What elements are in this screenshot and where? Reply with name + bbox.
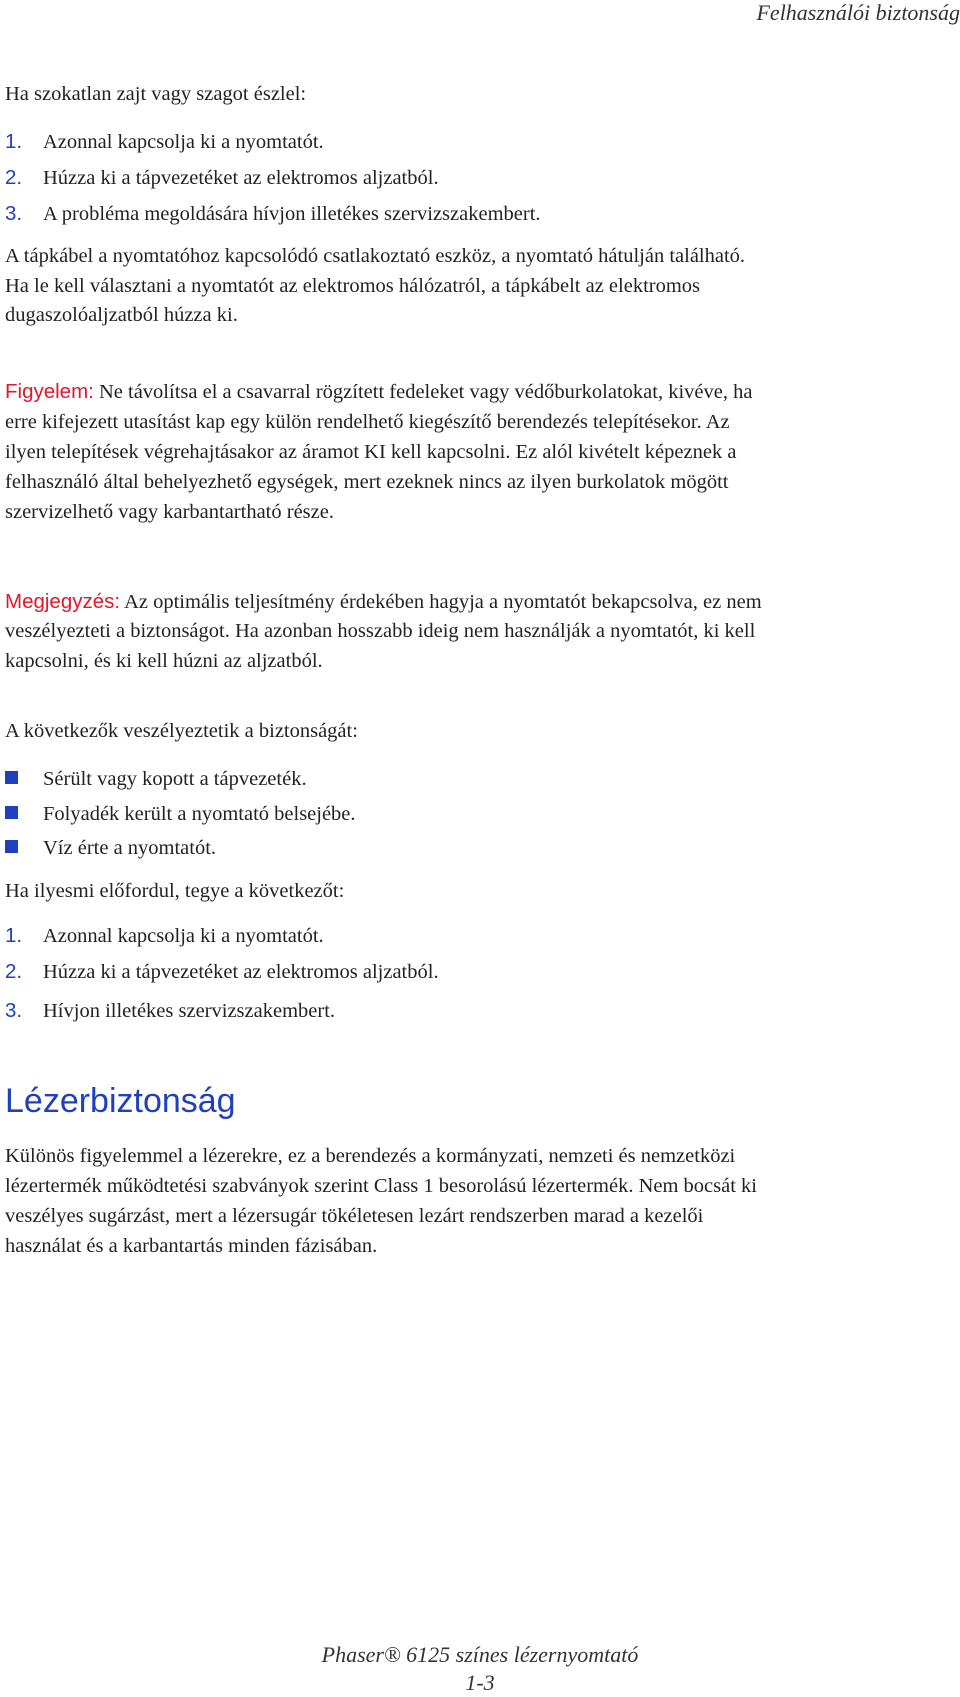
warning-label: Figyelem:: [5, 380, 94, 403]
noise-step-2: [5, 163, 439, 193]
power-cable-line-2: Ha le kell választani a nyomtatót az elektromos hálózatról, a tápkábelt az elektromos: [5, 275, 701, 297]
laser-line-4: használat és a karbantartás minden fázisában.: [5, 1235, 378, 1257]
warning-line-4: felhasználó által behelyezhető egységek, mert ezeknek nincs az ilyen burkolatok mögött: [5, 471, 729, 493]
noise-step-1: [5, 127, 324, 157]
step-number: 1.: [5, 924, 23, 947]
action-step-2: [5, 957, 439, 987]
step-text: Hívjon illetékes szervizszakembert.: [43, 1000, 336, 1022]
step-number: 2.: [5, 166, 23, 189]
action-step-3: [5, 996, 335, 1026]
action-step-1: [5, 921, 324, 951]
hazard-text: Folyadék került a nyomtató belsejébe.: [43, 803, 356, 825]
warning-text: Ne távolítsa el a csavarral rögzített fedeleket vagy védőburkolatokat, kivéve, ha: [93, 381, 753, 403]
laser-line-1: Különös figyelemmel a lézerekre, ez a berendezés a kormányzati, nemzeti és nemzetközi: [5, 1145, 736, 1167]
running-header: Felhasználói biztonság: [756, 0, 960, 25]
step-text: Azonnal kapcsolja ki a nyomtatót.: [43, 925, 324, 947]
action-intro: Ha ilyesmi előfordul, tegye a következőt:: [5, 880, 345, 902]
hazard-item: [5, 765, 307, 794]
hazard-item: [5, 800, 356, 829]
warning-line-1: [5, 377, 752, 407]
square-bullet-icon: [5, 806, 18, 819]
step-number: 1.: [5, 130, 23, 153]
power-cable-line-1: A tápkábel a nyomtatóhoz kapcsolódó csatlakoztató eszköz, a nyomtató hátulján található.: [5, 245, 746, 267]
hazards-intro: A következők veszélyeztetik a biztonságát:: [5, 720, 358, 742]
warning-line-5: szervizelhető vagy karbantartható része.: [5, 501, 334, 523]
section-heading-laser: Lézerbiztonság: [5, 1082, 236, 1120]
noise-intro: Ha szokatlan zajt vagy szagot észlel:: [5, 83, 307, 105]
step-number: 2.: [5, 960, 23, 983]
noise-step-3: [5, 199, 541, 229]
step-text: Azonnal kapcsolja ki a nyomtatót.: [43, 131, 324, 153]
power-cable-line-3: dugaszolóaljzatból húzza ki.: [5, 304, 238, 326]
laser-line-3: veszélyes sugárzást, mert a lézersugár tökéletesen lezárt rendszerben marad a kezelői: [5, 1205, 704, 1227]
square-bullet-icon: [5, 771, 18, 784]
step-text: A probléma megoldására hívjon illetékes szervizszakembert.: [43, 203, 541, 225]
warning-line-2: erre kifejezett utasítást kap egy külön rendelhető kiegészítő berendezés telepítésekor. Az: [5, 411, 730, 433]
step-number: 3.: [5, 202, 23, 225]
note-line-3: kapcsolni, és ki kell húzni az aljzatból.: [5, 650, 323, 672]
note-label: Megjegyzés:: [5, 590, 121, 613]
step-number: 3.: [5, 999, 23, 1022]
hazard-text: Víz érte a nyomtatót.: [43, 837, 217, 859]
square-bullet-icon: [5, 840, 18, 853]
hazard-item: [5, 834, 216, 863]
footer-page-number: 1-3: [465, 1670, 495, 1695]
laser-line-2: lézertermék működtetési szabványok szerint Class 1 besorolású lézertermék. Nem bocsát ki: [5, 1175, 757, 1197]
note-line-1: [5, 587, 762, 617]
warning-line-3: ilyen telepítések végrehajtásakor az áramot KI kell kapcsolni. Ez alól kivételt képeznek a: [5, 441, 737, 463]
note-text: Az optimális teljesítmény érdekében hagyja a nyomtatót bekapcsolva, ez nem: [120, 591, 762, 613]
step-text: Húzza ki a tápvezetéket az elektromos aljzatból.: [43, 961, 439, 983]
hazard-text: Sérült vagy kopott a tápvezeték.: [43, 768, 307, 790]
step-text: Húzza ki a tápvezetéket az elektromos aljzatból.: [43, 167, 439, 189]
footer-product: Phaser® 6125 színes lézernyomtató: [321, 1642, 639, 1667]
note-line-2: veszélyezteti a biztonságot. Ha azonban hosszabb ideig nem használják a nyomtatót, ki kell: [5, 620, 756, 642]
